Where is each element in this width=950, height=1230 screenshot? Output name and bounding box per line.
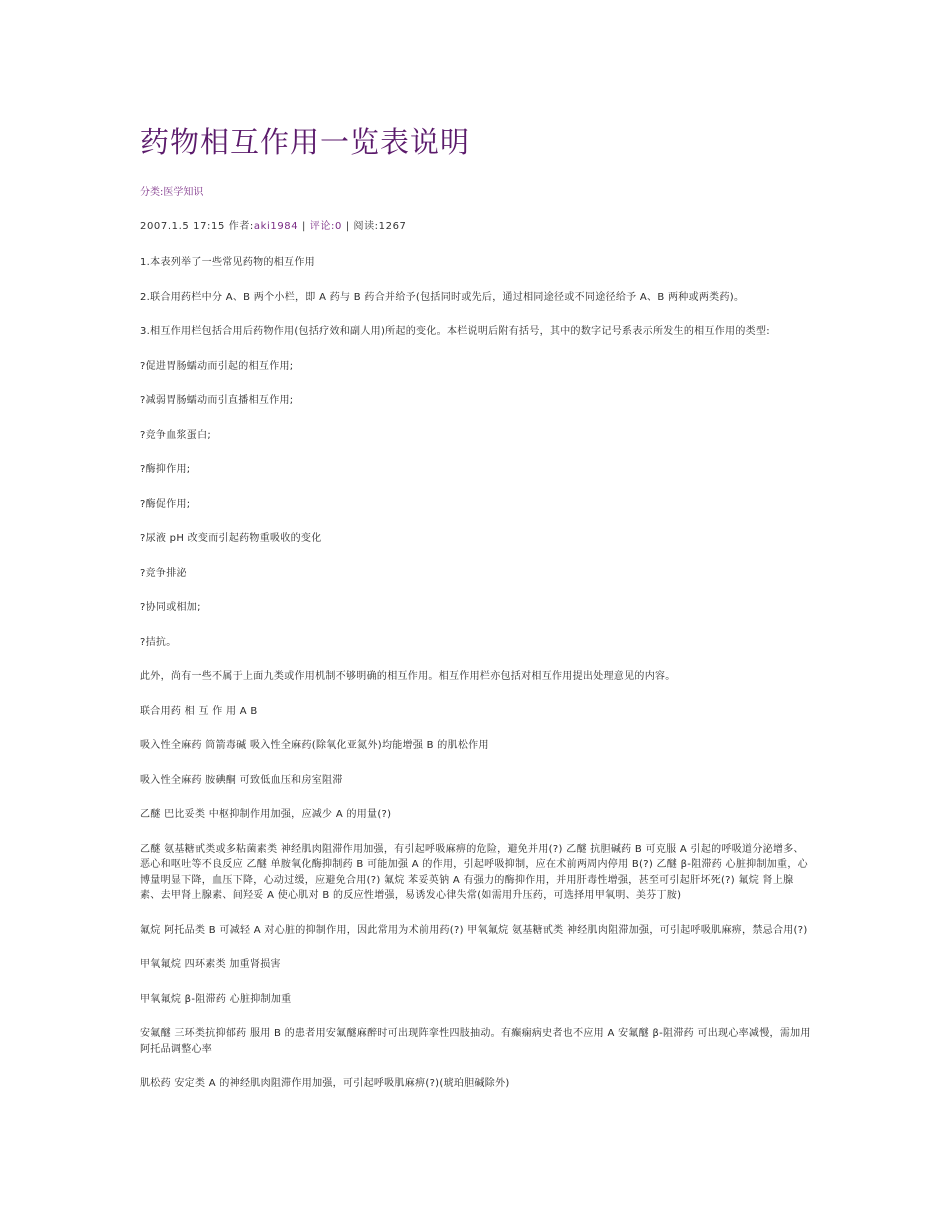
paragraph: 肌松药 安定类 A 的神经肌肉阻滞作用加强，可引起呼吸肌麻痹(?)(琥珀胆碱除外) <box>140 1078 510 1089</box>
paragraph: ?减弱胃肠蠕动而引直播相互作用; <box>140 395 294 406</box>
paragraph: 吸入性全麻药 胺碘酮 可致低血压和房室阻滞 <box>140 774 343 786</box>
paragraph: 此外，尚有一些不属于上面九类或作用机制不够明确的相互作用。相互作用栏亦包括对相互作用提出处理意见的内容。 <box>140 671 676 682</box>
paragraph: ?酶抑作用; <box>140 464 191 475</box>
page-title: 药物相互作用一览表说明 <box>140 125 471 159</box>
meta-separator: | <box>345 221 350 232</box>
paragraph: 乙醚 巴比妥类 中枢抑制作用加强，应减少 A 的用量(?) <box>140 809 392 820</box>
paragraph: 3.相互作用栏包括合用后药物作用(包括疗效和副人用)所起的变化。本栏说明后附有括号，其中的数字记号系表示所发生的相互作用的类型: <box>140 326 770 337</box>
category-prefix: 分类: <box>140 187 164 198</box>
paragraph: 2.联合用药栏中分 A、B 两个小栏，即 A 药与 B 药合并给予(包括同时或先后，通过相同途径或不同途径给予 A、B 两种或两类药)。 <box>140 291 745 303</box>
paragraph: 乙醚 氨基糖甙类或多粘菌素类 神经肌肉阻滞作用加强，有引起呼吸麻痹的危险，避免并用(?) 乙醚 抗胆碱药 B 可克服 A 引起的呼吸道分泌增多、恶心和呕吐等不良反应 乙醚 单胺氧化酶抑制药 B 可能加强 A 的作用，引起呼吸抑制，应在术前两周内停用 B(?) 乙醚 β-阻滞药 心脏抑制加重，心博量明显下降，血压下降，心动过缓，应避免合用(?) 氟烷 苯妥英钠 A 有强力的酶抑作用，并用肝毒性增强，甚至可引起肝坏死(?) 氟烷 肾上腺素、去甲肾上腺素、间羟妥 A 使心肌对 B 的反应性增强，易诱发心律失常(如需用升压药，可选择用甲氧明、美芬丁胺) <box>140 843 808 901</box>
paragraph: ?竞争排泌 <box>140 567 187 579</box>
reads-count: 1267 <box>378 221 407 232</box>
paragraph: 吸入性全麻药 筒箭毒碱 吸入性全麻药(除氧化亚氮外)均能增强 B 的肌松作用 <box>140 740 489 751</box>
reads-label: 阅读: <box>353 221 379 232</box>
paragraph: 氟烷 阿托品类 B 可减轻 A 对心脏的抑制作用，因此常用为术前用药(?) 甲氧氟烷 氨基糖甙类 神经肌肉阻滞加强，可引起呼吸肌麻痹，禁忌合用(?) <box>140 924 808 936</box>
document-page <box>140 118 812 1092</box>
paragraph: ?拮抗。 <box>140 636 177 648</box>
paragraph: ?竞争血浆蛋白; <box>140 429 212 441</box>
article-body <box>140 255 812 1092</box>
comments-link[interactable] <box>310 221 342 232</box>
paragraph: 安氟醚 三环类抗抑郁药 服用 B 的患者用安氟醚麻醉时可出现阵挛性四肢抽动。有癫痫病史者也不应用 A 安氟醚 β-阻滞药 可出现心率减慢，需加用阿托品调整心率 <box>140 1028 811 1055</box>
paragraph: ?促进胃肠蠕动而引起的相互作用; <box>140 360 294 372</box>
post-meta <box>140 220 812 234</box>
meta-separator: | <box>302 221 307 232</box>
paragraph: ?酶促作用; <box>140 498 191 510</box>
comments-label: 评论: <box>309 221 335 232</box>
category-link[interactable]: 医学知识 <box>163 187 204 198</box>
paragraph: 1.本表列举了一些常见药物的相互作用 <box>140 257 315 268</box>
paragraph: 甲氧氟烷 β-阻滞药 心脏抑制加重 <box>140 993 292 1005</box>
post-datetime: 2007.1.5 17:15 <box>140 221 225 232</box>
paragraph: ?协同或相加; <box>140 602 201 613</box>
category-line <box>140 186 812 200</box>
paragraph: 联合用药 相 互 作 用 A B <box>140 705 258 717</box>
author-label: 作者: <box>228 221 254 232</box>
paragraph: 甲氧氟烷 四环素类 加重肾损害 <box>140 959 281 970</box>
author-link[interactable]: aki1984 <box>253 221 299 232</box>
comments-count: 0 <box>334 221 342 232</box>
paragraph: ?尿液 pH 改变而引起药物重吸收的变化 <box>140 533 322 544</box>
